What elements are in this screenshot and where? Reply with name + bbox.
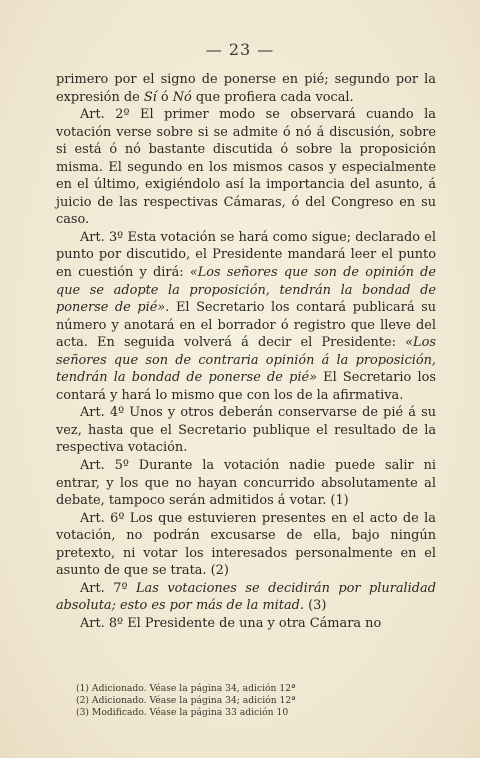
paragraph-art-8: Art. 8º El Presidente de una y otra Cámara no: [80, 615, 382, 631]
paragraph-art-6: Art. 6º Los que estuvieren presentes en el acto de la votación, no podrán excusarse de ella, bajo ningún pretexto, ni votar los interesados personalmente en el asunto de que se trata. (2): [56, 510, 436, 579]
paragraph: primero por el signo de ponerse en pié; segundo por la expresión de Sí ó Nó que profiera cada vocal.: [56, 72, 436, 105]
italic-text: «Los señores que son de opinión de que se adopte la proposición, tendrán la bondad de ponerse de pié».: [56, 265, 436, 316]
footnote: (2) Adicionado. Véase la página 34; adición 12ª: [76, 695, 296, 706]
paragraph-art-2: Art. 2º El primer modo se observará cuando la votación verse sobre si se admite ó nó á discusión, sobre si está ó nó bastante discutida ó sobre la proposición misma. El segundo en los mismos casos y especialmente en el último, exigiéndolo así la importancia del asunto, á juicio de las respectivas Cámaras, ó del Congreso en su caso.: [56, 107, 436, 228]
footnote: (3) Modificado. Véase la página 33 adición 10: [76, 707, 289, 718]
paragraph-art-3: Art. 3º Esta votación se hará como sigue; declarado el punto por discutido, el Presidente mandará leer el punto en cuestión y dirá: «Los señores que son de opinión de que se adopte la proposición, tendrán la bondad de ponerse de pié». El Secretario los contará publicará su número y anotará en el borrador ó registro que lleve del acta. En seguida volverá á decir el Presidente: «Los señores que son de contraria opinión á la proposición, tendrán la bondad de ponerse de pié» El Secretario los contará y hará lo mismo que con los de la afirmativa.: [56, 229, 436, 403]
footnote: (1) Adicionado. Véase la página 34, adición 12ª: [76, 683, 296, 694]
page-number: — 23 —: [205, 40, 275, 59]
footnotes: [76, 683, 416, 719]
body-text: [56, 71, 436, 633]
italic-text: Sí: [143, 89, 157, 105]
italic-text: «Los señores que son de contraria opinión á la proposición, tendrán la bondad de ponerse de pié»: [56, 335, 436, 386]
paragraph-art-4: Art. 4º Unos y otros deberán conservarse de pié á su vez, hasta que el Secretario publique el resultado de la respectiva votación.: [56, 405, 436, 456]
paragraph-art-7: Art. 7º Las votaciones se decidirán por pluralidad absoluta; esto es por más de la mitad. (3): [56, 580, 436, 614]
italic-text: Nó: [172, 89, 192, 105]
paragraph-art-5: Art. 5º Durante la votación nadie puede salir ni entrar, y los que no hayan concurrido absolutamente al debate, tampoco serán admitidos á votar. (1): [56, 458, 436, 509]
italic-text: Las votaciones se decidirán por pluralidad absoluta; esto es por más de la mitad.: [56, 580, 436, 614]
